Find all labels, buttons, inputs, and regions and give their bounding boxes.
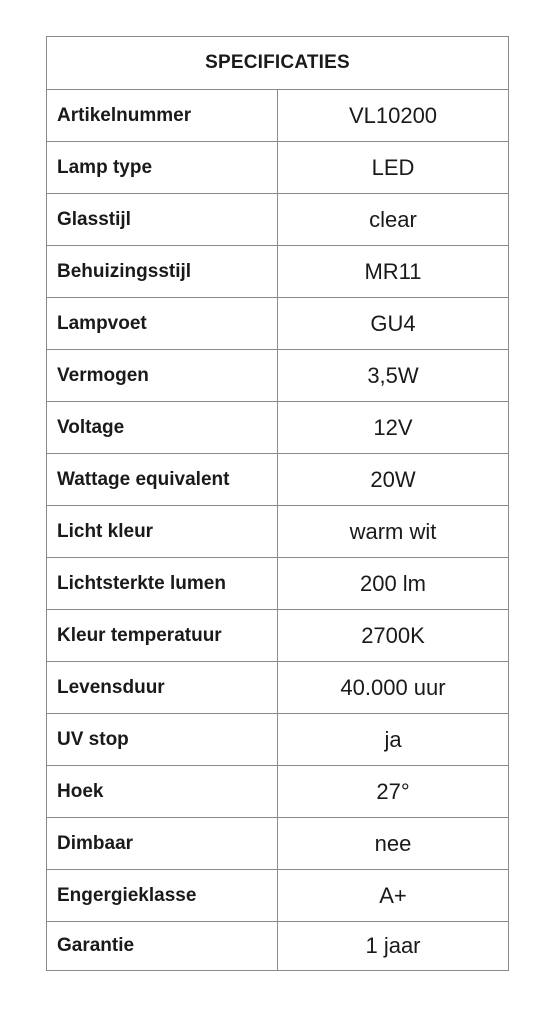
spec-label: Glasstijl (47, 194, 278, 246)
spec-label: Lamp type (47, 142, 278, 194)
table-row (47, 402, 509, 454)
spec-label: Wattage equivalent (47, 454, 278, 506)
spec-label: Voltage (47, 402, 278, 454)
table-row (47, 298, 509, 350)
spec-label: Behuizingsstijl (47, 246, 278, 298)
spec-value: 200 lm (278, 558, 509, 610)
spec-value: 2700K (278, 610, 509, 662)
table-row (47, 818, 509, 870)
table-row (47, 506, 509, 558)
spec-value: GU4 (278, 298, 509, 350)
spec-label: Kleur temperatuur (47, 610, 278, 662)
table-row (47, 350, 509, 402)
spec-value: clear (278, 194, 509, 246)
table-row (47, 766, 509, 818)
spec-value: nee (278, 818, 509, 870)
table-title: SPECIFICATIES (47, 37, 509, 90)
spec-label: Garantie (47, 922, 278, 971)
spec-label: Vermogen (47, 350, 278, 402)
spec-value: ja (278, 714, 509, 766)
table-row (47, 922, 509, 971)
specifications-table (46, 36, 509, 971)
table-row (47, 194, 509, 246)
spec-value: 40.000 uur (278, 662, 509, 714)
spec-label: Levensduur (47, 662, 278, 714)
table-row (47, 90, 509, 142)
table-row (47, 870, 509, 922)
table-row (47, 662, 509, 714)
spec-label: Artikelnummer (47, 90, 278, 142)
spec-value: 27° (278, 766, 509, 818)
spec-value: 12V (278, 402, 509, 454)
table-row (47, 610, 509, 662)
table-header-row (47, 37, 509, 90)
spec-value: 20W (278, 454, 509, 506)
table-row (47, 454, 509, 506)
spec-value: LED (278, 142, 509, 194)
spec-value: warm wit (278, 506, 509, 558)
spec-value: VL10200 (278, 90, 509, 142)
spec-value: MR11 (278, 246, 509, 298)
spec-label: Lichtsterkte lumen (47, 558, 278, 610)
spec-label: Lampvoet (47, 298, 278, 350)
table-row (47, 714, 509, 766)
spec-label: Hoek (47, 766, 278, 818)
spec-value: 1 jaar (278, 922, 509, 971)
spec-label: Licht kleur (47, 506, 278, 558)
spec-label: Engergieklasse (47, 870, 278, 922)
table-row (47, 558, 509, 610)
spec-value: A+ (278, 870, 509, 922)
spec-value: 3,5W (278, 350, 509, 402)
table-row (47, 246, 509, 298)
spec-label: UV stop (47, 714, 278, 766)
spec-label: Dimbaar (47, 818, 278, 870)
table-row (47, 142, 509, 194)
